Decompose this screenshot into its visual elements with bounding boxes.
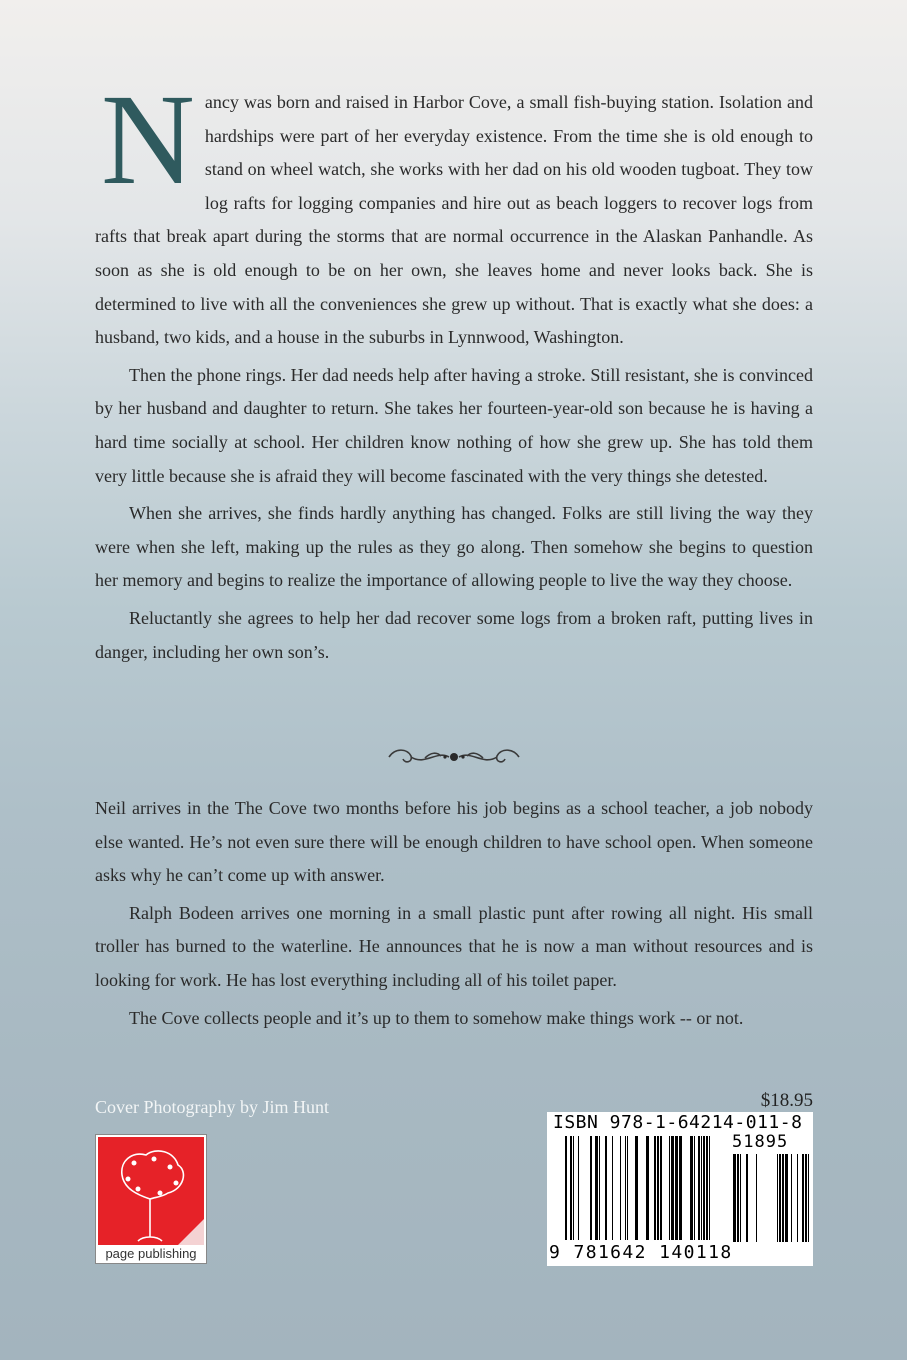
isbn-barcode <box>547 1112 813 1266</box>
synopsis-part-one <box>95 68 813 673</box>
paragraph-phone-rings: Then the phone rings. Her dad needs help after having a stroke. Still resistant, she is convinced by her husband and daughter to return. She takes her fourteen-year-old son because he is having a hard time socially at school. Her children know nothing of how she grew up. She has told them very little because she is afraid they will become fascinated with the very things she detested. <box>95 364 813 486</box>
drop-cap: N <box>101 68 195 212</box>
flourish-ornament-icon <box>385 744 523 770</box>
paragraph-ralph: Ralph Bodeen arrives one morning in a small plastic punt after rowing all night. His small troller has burned to the waterline. He announces that he is now a man without resources and is looking for work. He has lost everything including all of his toilet paper. <box>95 902 813 990</box>
price-label: $18.95 <box>760 1090 813 1111</box>
synopsis-part-two <box>95 792 813 1039</box>
ean-number: 9 781642 140118 <box>549 1242 733 1263</box>
paragraph-cove: The Cove collects people and it’s up to them to somehow make things work -- or not. <box>129 1007 744 1028</box>
paragraph-arrival: When she arrives, she finds hardly anything has changed. Folks are still living the way they were when she left, making up the rules as they go along. Then somehow she begins to question her memory and begins to realize the importance of allowing people to live the way they choose. <box>95 503 813 591</box>
publisher-logo <box>95 1134 207 1264</box>
publisher-name: page publishing <box>105 1246 197 1261</box>
price-addon-number: 51895 <box>732 1132 789 1152</box>
tree-icon <box>98 1137 204 1245</box>
logo-red-panel <box>98 1137 204 1245</box>
photo-credit: Cover Photography by Jim Hunt <box>95 1097 329 1117</box>
paragraph-neil: Neil arrives in the The Cove two months before his job begins as a school teacher, a job nobody else wanted. He’s not even sure there will be enough children to have school open. When someone asks why he can’t come up with answer. <box>95 798 813 886</box>
paragraph-nancy <box>95 68 813 355</box>
isbn-number: ISBN 978-1-64214-011-8 <box>553 1112 803 1133</box>
paragraph-text: ancy was born and raised in Harbor Cove, a small fish-buying station. Isolation and hardships were part of her everyday existence. From the time she is old enough to stand on wheel watch, she works with her dad on his old wooden tugboat. They tow log rafts for logging companies and hire out as beach loggers to recover logs from rafts that break apart during the storms that are normal occurrence in the Alaskan Panhandle. As soon as she is old enough to be on her own, she leaves home and never looks back. She is determined to live with all the conveniences she grew up without. That is exactly what she does: a husband, two kids, and a house in the suburbs in Lynnwood, Washington. <box>95 92 813 348</box>
paragraph-logs: Reluctantly she agrees to help her dad recover some logs from a broken raft, putting lives in danger, including her own son’s. <box>95 607 813 662</box>
